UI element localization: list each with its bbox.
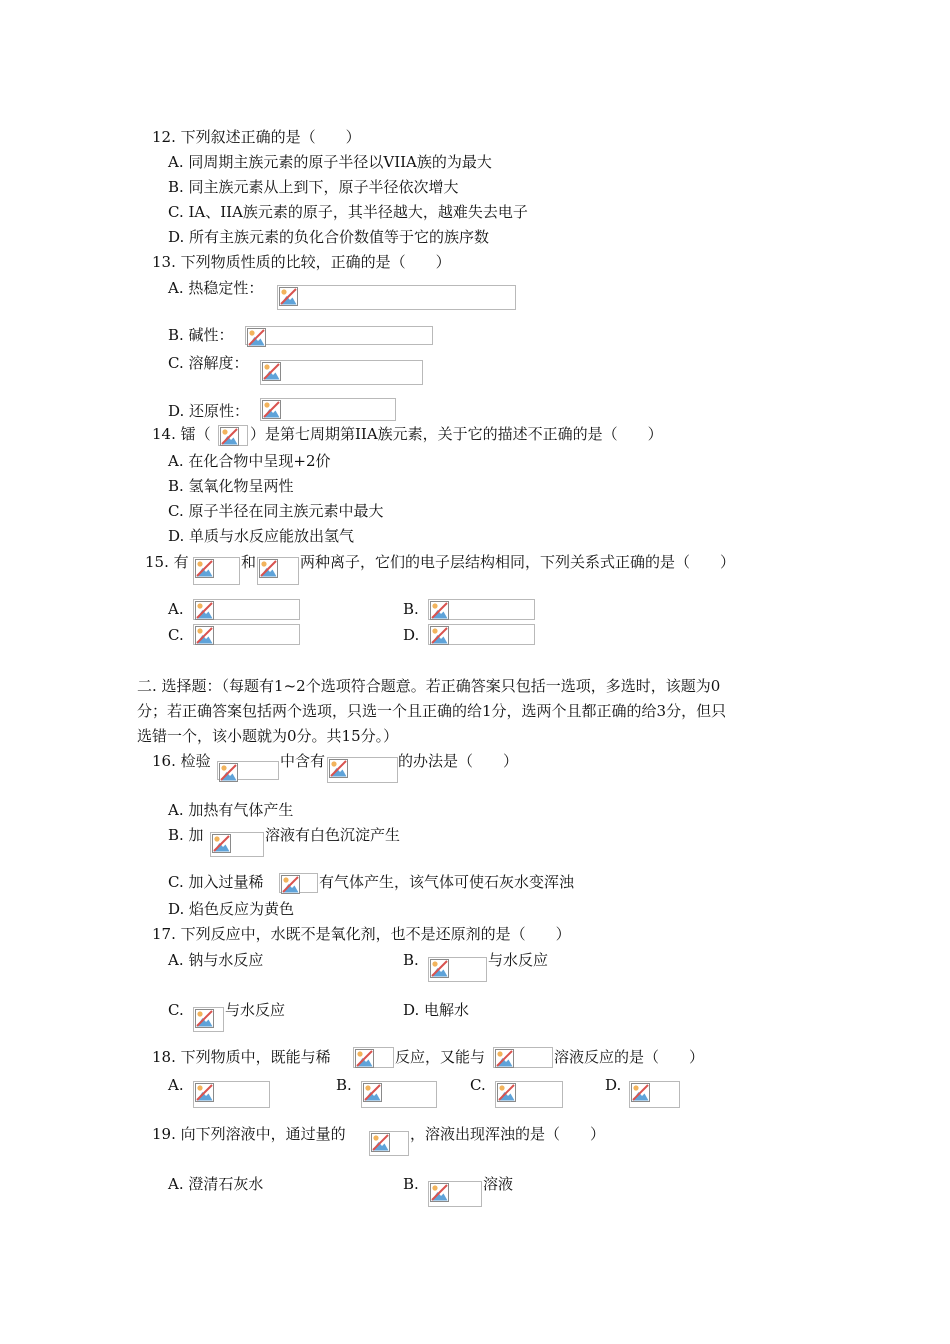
q18-a-substance-image (193, 1081, 270, 1108)
q16-option-c-start: C. 加入过量稀 (168, 873, 264, 891)
q18-option-b-label: B. (336, 1076, 352, 1094)
q17-option-c-text: 与水反应 (225, 1001, 286, 1019)
broken-image-icon (212, 834, 231, 853)
q18-base-image (493, 1047, 553, 1068)
q18-stem-end: 溶液反应的是（ ） (554, 1048, 705, 1066)
broken-image-icon (497, 1083, 516, 1102)
q14-option-b: B. 氢氧化物呈两性 (168, 477, 294, 495)
q13-a-formula-image (277, 285, 516, 310)
section-2-heading-line-1: 二. 选择题：（每题有1~2个选项符合题意。若正确答案只包括一选项，多选时，该题为0 (137, 677, 721, 695)
q15-b-formula-image (428, 599, 535, 620)
q16-option-b-start: B. 加 (168, 826, 204, 844)
broken-image-icon (363, 1083, 382, 1102)
broken-image-icon (430, 601, 449, 620)
section-2-heading-line-2: 分；若正确答案包括两个选项，只选一个且正确的给1分，选两个且都正确的给3分，但只 (137, 702, 727, 720)
q18-acid-image (353, 1047, 394, 1068)
q15-c-formula-image (193, 624, 300, 645)
q16-impurity-image (327, 757, 398, 783)
q12-option-b: B. 同主族元素从上到下，原子半径依次增大 (168, 178, 459, 196)
broken-image-icon (220, 427, 239, 446)
broken-image-icon (262, 362, 281, 381)
q16-stem-end: 的办法是（ ） (398, 752, 519, 770)
q17-c-substance-image (193, 1007, 224, 1032)
broken-image-icon (495, 1049, 514, 1068)
broken-image-icon (262, 400, 281, 419)
q19-b-solution-image (428, 1181, 482, 1207)
q15-option-b: B. (403, 600, 419, 618)
q13-option-c: C. 溶解度： (168, 354, 249, 372)
q19-stem-end: ，溶液出现浑浊的是（ ） (410, 1125, 606, 1143)
q14-radium-symbol-image (218, 425, 248, 446)
broken-image-icon (281, 875, 300, 894)
section-2-heading-line-3: 选错一个，该小题就为0分。共15分。） (137, 727, 399, 745)
q17-b-substance-image (428, 957, 487, 982)
q13-c-formula-image (260, 360, 423, 385)
q14-stem-start: 14. 镭（ (152, 425, 211, 443)
q18-b-substance-image (361, 1081, 437, 1108)
q16-substance-image (217, 761, 279, 780)
q16-option-a: A. 加热有气体产生 (168, 801, 294, 819)
q17-option-a: A. 钠与水反应 (168, 951, 264, 969)
q16-option-d: D. 焰色反应为黄色 (168, 900, 295, 918)
broken-image-icon (247, 328, 266, 347)
q17-option-c-label: C. (168, 1001, 184, 1019)
q13-option-b: B. 碱性： (168, 326, 234, 344)
broken-image-icon (329, 759, 348, 778)
q18-d-substance-image (629, 1081, 680, 1108)
q13-stem: 13. 下列物质性质的比较，正确的是（ ） (152, 253, 451, 271)
q16-stem-middle: 中含有 (280, 752, 326, 770)
q16-option-c-end: 有气体产生，该气体可使石灰水变浑浊 (319, 873, 575, 891)
q13-option-a: A. 热稳定性： (168, 279, 264, 297)
q16-option-b-end: 溶液有白色沉淀产生 (265, 826, 401, 844)
q14-option-d: D. 单质与水反应能放出氢气 (168, 527, 355, 545)
q14-stem-end: ）是第七周期第IIA族元素，关于它的描述不正确的是（ ） (250, 425, 663, 443)
q15-ion-1-image (193, 557, 240, 585)
broken-image-icon (195, 601, 214, 620)
q15-option-a: A. (168, 600, 184, 618)
q19-option-b-label: B. (403, 1175, 419, 1193)
broken-image-icon (279, 287, 298, 306)
q13-option-d: D. 还原性： (168, 402, 250, 420)
q13-b-formula-image (245, 326, 433, 345)
q17-stem: 17. 下列反应中，水既不是氧化剂，也不是还原剂的是（ ） (152, 925, 571, 943)
q19-option-a: A. 澄清石灰水 (168, 1175, 264, 1193)
q17-option-d: D. 电解水 (403, 1001, 470, 1019)
broken-image-icon (631, 1083, 650, 1102)
q19-option-b-text: 溶液 (483, 1175, 514, 1193)
q17-option-b-text: 与水反应 (488, 951, 549, 969)
q12-option-a: A. 同周期主族元素的原子半径以VIIA族的为最大 (168, 153, 492, 171)
q15-ion-2-image (257, 557, 299, 585)
broken-image-icon (195, 1009, 214, 1028)
q16-c-acid-image (279, 873, 318, 893)
q16-b-reagent-image (210, 832, 264, 857)
q15-stem-start: 15. 有 (145, 553, 189, 571)
broken-image-icon (195, 626, 214, 645)
q18-stem-middle: 反应，又能与 (395, 1048, 486, 1066)
broken-image-icon (195, 559, 214, 578)
q18-option-a-label: A. (168, 1076, 184, 1094)
q15-d-formula-image (428, 624, 535, 645)
q18-option-c-label: C. (470, 1076, 486, 1094)
q16-stem-start: 16. 检验 (152, 752, 211, 770)
broken-image-icon (430, 959, 449, 978)
broken-image-icon (195, 1083, 214, 1102)
q18-option-d-label: D. (605, 1076, 622, 1094)
q12-option-d: D. 所有主族元素的负化合价数值等于它的族序数 (168, 228, 490, 246)
broken-image-icon (371, 1133, 390, 1152)
q12-option-c: C. IA、IIA族元素的原子，其半径越大，越难失去电子 (168, 203, 528, 221)
broken-image-icon (430, 626, 449, 645)
q15-stem-and: 和 (241, 553, 257, 571)
q15-a-formula-image (193, 599, 300, 620)
broken-image-icon (430, 1183, 449, 1202)
q12-stem: 12. 下列叙述正确的是（ ） (152, 128, 361, 146)
q19-gas-image (369, 1131, 409, 1156)
q17-option-b-label: B. (403, 951, 419, 969)
q15-stem-end: 两种离子，它们的电子层结构相同，下列关系式正确的是（ ） (300, 553, 736, 571)
q15-option-d: D. (403, 626, 420, 644)
broken-image-icon (219, 763, 238, 782)
broken-image-icon (355, 1049, 374, 1068)
q18-stem-start: 18. 下列物质中，既能与稀 (152, 1048, 331, 1066)
q14-option-c: C. 原子半径在同主族元素中最大 (168, 502, 384, 520)
q15-option-c: C. (168, 626, 184, 644)
q14-option-a: A. 在化合物中呈现+2价 (168, 452, 331, 470)
q18-c-substance-image (495, 1081, 563, 1108)
q13-d-formula-image (260, 398, 396, 421)
q19-stem-start: 19. 向下列溶液中，通过量的 (152, 1125, 346, 1143)
broken-image-icon (259, 559, 278, 578)
